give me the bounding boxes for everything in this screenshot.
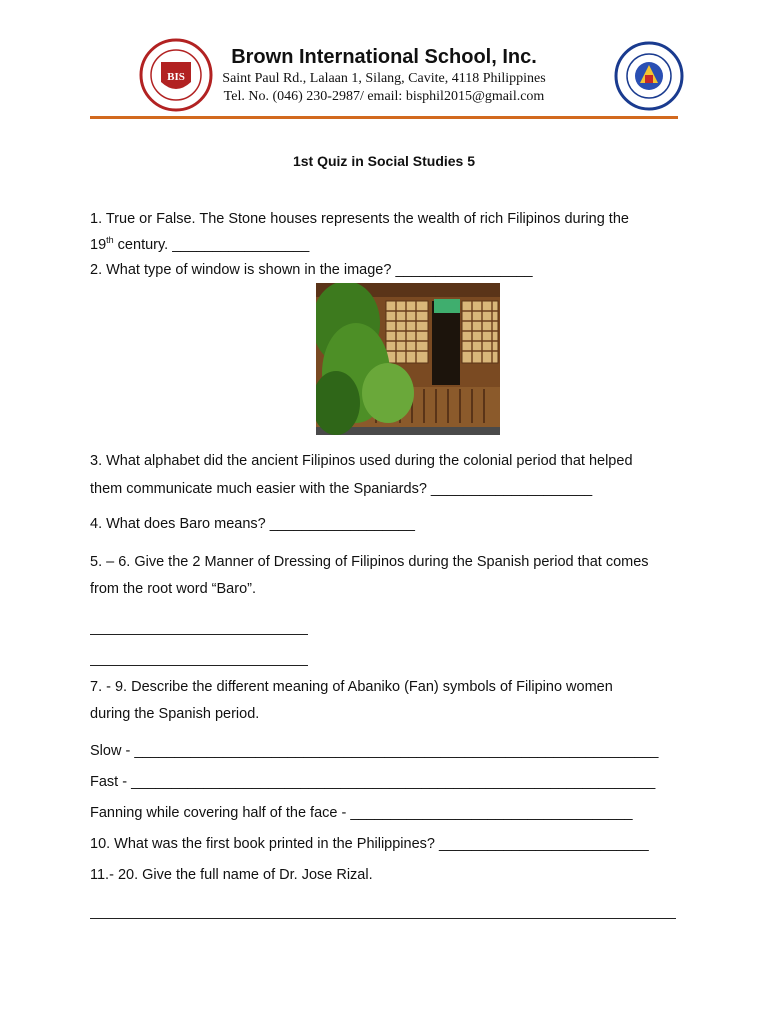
school-contact: Tel. No. (046) 230-2987/ email: bisphil2015@gmail.com bbox=[223, 89, 545, 104]
q1-century-number: 19 bbox=[90, 236, 107, 253]
question-3-line-2: them communicate much easier with the Spaniards? ____________________ bbox=[90, 481, 593, 497]
question-3-line-1: 3. What alphabet did the ancient Filipinos used during the colonial period that helped bbox=[90, 453, 633, 469]
q1-superscript: th bbox=[106, 235, 114, 245]
question-11: 11.- 20. Give the full name of Dr. Jose Rizal. bbox=[90, 867, 373, 883]
question-7-line-1: 7. - 9. Describe the different meaning of Abaniko (Fan) symbols of Filipino women bbox=[90, 679, 613, 695]
question-1-line-2 bbox=[90, 227, 690, 259]
window-image bbox=[316, 283, 500, 435]
quiz-title: 1st Quiz in Social Studies 5 bbox=[292, 153, 476, 169]
school-address: Saint Paul Rd., Lalaan 1, Silang, Cavite, 4118 Philippines bbox=[222, 71, 546, 86]
question-10: 10. What was the first book printed in the Philippines? __________________________ bbox=[90, 836, 649, 852]
answer-line-rizal bbox=[90, 918, 676, 919]
question-4: 4. What does Baro means? __________________ bbox=[90, 516, 415, 532]
answer-line-5 bbox=[90, 634, 308, 635]
question-2: 2. What type of window is shown in the image? _________________ bbox=[90, 262, 533, 278]
question-7-line-2: during the Spanish period. bbox=[90, 706, 260, 722]
question-5-line-2: from the root word “Baro”. bbox=[90, 581, 256, 597]
slow-item: Slow - _________________________________________________________________ bbox=[90, 743, 659, 759]
question-5-line-1: 5. – 6. Give the 2 Manner of Dressing of Filipinos during the Spanish period that comes bbox=[90, 554, 649, 570]
fanning-item: Fanning while covering half of the face - ___________________________________ bbox=[90, 805, 633, 821]
q1-blank: century. _________________ bbox=[113, 236, 310, 253]
school-name: Brown International School, Inc. bbox=[231, 46, 537, 68]
header-divider bbox=[90, 116, 678, 119]
answer-line-6 bbox=[90, 665, 308, 666]
question-1-line-1: 1. True or False. The Stone houses represents the wealth of rich Filipinos during the bbox=[90, 211, 629, 227]
fast-item: Fast - _________________________________________________________________ bbox=[90, 774, 656, 790]
svg-text:BIS: BIS bbox=[167, 71, 185, 83]
